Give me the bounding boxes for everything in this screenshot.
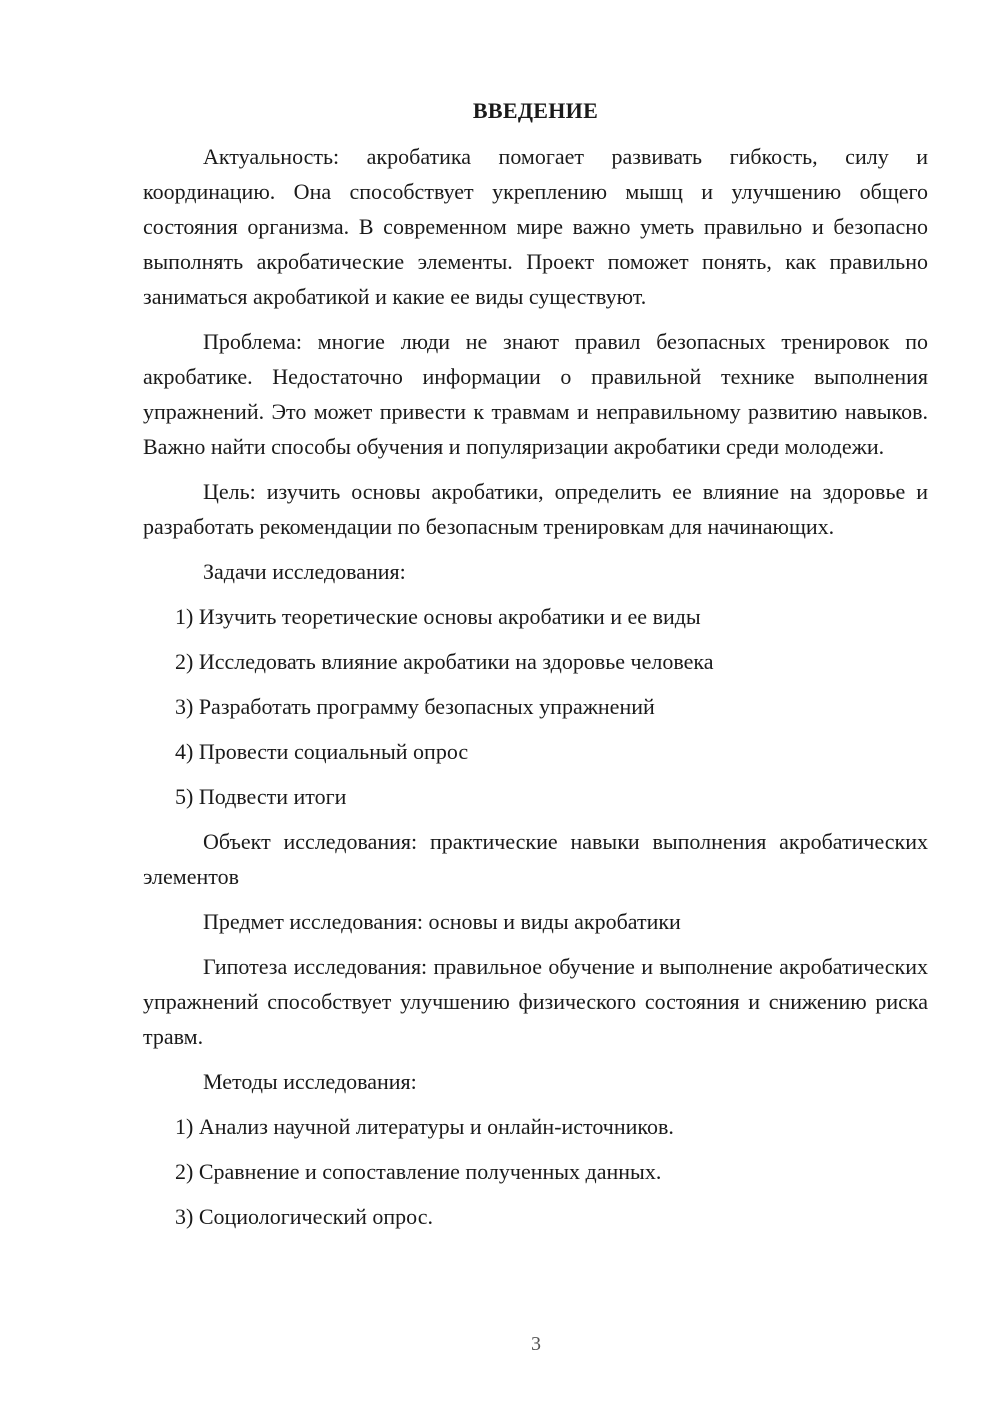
methods-list (143, 1109, 928, 1234)
task-item: 5) Подвести итоги (175, 784, 347, 809)
hypothesis-paragraph: Гипотеза исследования: правильное обучение и выполнение акробатических упражнений способствует улучшению физического состояния и снижению риска травм. (143, 954, 928, 1049)
methods-heading: Методы исследования: (203, 1069, 417, 1094)
task-item: 1) Изучить теоретические основы акробатики и ее виды (175, 604, 701, 629)
tasks-heading: Задачи исследования: (203, 559, 406, 584)
tasks-list (143, 599, 928, 814)
document-page (143, 95, 928, 1244)
subject-paragraph: Предмет исследования: основы и виды акробатики (203, 909, 681, 934)
page-number: 3 (531, 1333, 541, 1355)
method-item: 1) Анализ научной литературы и онлайн-источников. (175, 1114, 674, 1139)
method-item: 3) Социологический опрос. (175, 1204, 433, 1229)
problem-paragraph: Проблема: многие люди не знают правил безопасных тренировок по акробатике. Недостаточно информации о правильной технике выполнения упражнений. Это может привести к травмам и неправильному развитию навыков. Важно найти способы обучения и популяризации акробатики среди молодежи. (143, 329, 928, 459)
object-paragraph: Объект исследования: практические навыки выполнения акробатических элементов (143, 829, 928, 889)
relevance-paragraph: Актуальность: акробатика помогает развивать гибкость, силу и координацию. Она способствует укреплению мышц и улучшению общего состояния организма. В современном мире важно уметь правильно и безопасно выполнять акробатические элементы. Проект поможет понять, как правильно заниматься акробатикой и какие ее виды существуют. (143, 144, 928, 309)
page-title: ВВЕДЕНИЕ (472, 98, 599, 123)
task-item: 4) Провести социальный опрос (175, 739, 469, 764)
goal-paragraph: Цель: изучить основы акробатики, определить ее влияние на здоровье и разработать рекомендации по безопасным тренировкам для начинающих. (143, 479, 928, 539)
task-item: 2) Исследовать влияние акробатики на здоровье человека (175, 649, 714, 674)
method-item: 2) Сравнение и сопоставление полученных данных. (175, 1159, 662, 1184)
task-item: 3) Разработать программу безопасных упражнений (175, 694, 655, 719)
